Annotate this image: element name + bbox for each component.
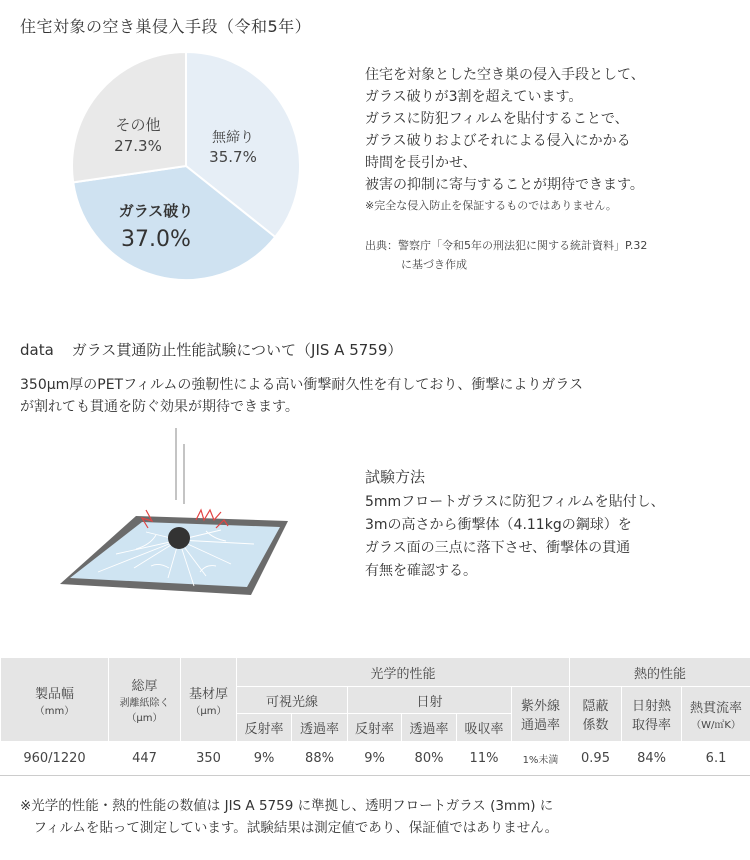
desc-line: ガラス破りが3割を超えています。 [365,89,583,105]
th-solar-transmit: 透過率 [402,714,457,742]
th-shield [570,687,622,742]
pie-label-unlocked: 無締り [212,130,254,146]
th-uv-line: 通過率 [521,718,561,733]
cell-solar-transmit: 80% [402,742,457,776]
th-base-label: 基材厚 [188,686,228,702]
steel-ball-icon [168,527,190,549]
cell-visible-transmit: 88% [292,742,348,776]
spec-table [0,657,750,776]
th-uv-line: 紫外線 [521,699,561,714]
th-solar-reflect: 反射率 [348,714,402,742]
section-heading [20,339,402,360]
cell-heat: 6.1 [682,742,750,776]
cell-shield: 0.95 [570,742,622,776]
footer-line: ※光学的性能・熱的性能の数値は JIS A 5759 に準拠し、透明フロートガラス (3mm) に [20,798,554,814]
pie-value-unlocked: 35.7% [209,148,257,166]
cell-thickness: 447 [109,742,181,776]
th-base-unit: （μm） [190,705,227,717]
th-width [1,658,109,742]
disclaimer-note: ※完全な侵入防止を保証するものではありません。 [365,199,617,212]
desc-line: ガラスに防犯フィルムを貼付することで、 [365,111,629,127]
th-width-label: 製品幅 [34,686,74,702]
th-visible-transmit: 透過率 [292,714,348,742]
footer-line: フィルムを貼って測定しています。試験結果は測定値であり、保証値ではありません。 [20,820,559,836]
th-heat [682,687,750,742]
pie-value-other: 27.3% [114,137,162,155]
desc-line: ガラス破りおよびそれによる侵入にかかる [365,133,631,149]
cell-solar-reflect: 9% [348,742,402,776]
th-optical: 光学的性能 [237,658,570,687]
method-line: ガラス面の三点に落下させ、衝撃体の貫通 [365,540,631,556]
desc-line: が割れても貫通を防ぐ効果が期待できます。 [20,399,299,415]
source-citation [365,236,647,274]
th-shield-line: 隠蔽 [582,699,609,714]
source-line: 出典：警察庁「令和5年の刑法犯に関する統計資料」P.32 [365,239,648,252]
method-title: 試験方法 [365,468,426,486]
th-heat-line: 熱貫流率 [690,701,743,716]
th-width-unit: （mm） [34,705,75,717]
th-base [181,658,237,742]
th-thickness-unit: （μm） [126,713,163,724]
th-solar: 日射 [348,687,512,714]
pie-value-glass-break: 37.0% [121,227,191,252]
cell-uv: 1%未満 [512,742,570,776]
cell-solar-absorb: 11% [457,742,512,776]
pie-title: 住宅対象の空き巣侵入手段（令和5年） [20,17,312,36]
test-description [20,374,740,418]
desc-line: 時間を長引かせ、 [365,155,477,171]
test-method [365,466,665,583]
cell-width: 960/1220 [1,742,109,776]
th-thickness-sub: 剥離紙除く [119,698,170,709]
method-line: 有無を確認する。 [365,563,477,579]
th-visible-reflect: 反射率 [237,714,292,742]
th-uv [512,687,570,742]
pie-label-glass-break: ガラス破り [118,202,194,220]
section-label: data [20,341,54,359]
th-solar-gain-line: 日射熱 [632,699,672,714]
method-line: 3mの高さから衝撃体（4.11kgの鋼球）を [365,517,632,533]
footer-note [20,795,735,839]
desc-line: 被害の抑制に寄与することが期待できます。 [365,177,644,193]
th-shield-line: 係数 [582,718,609,733]
method-line: 5mmフロートガラスに防犯フィルムを貼付し、 [365,494,665,510]
cell-visible-reflect: 9% [237,742,292,776]
desc-line: 350μm厚のPETフィルムの強靭性による高い衝撃耐久性を有しており、衝撃によりガラス [20,377,584,393]
th-thickness [109,658,181,742]
th-thickness-label: 総厚 [131,679,158,694]
th-solar-gain-line: 取得率 [632,718,672,733]
section-title: ガラス貫通防止性能試験について（JIS A 5759） [71,341,403,359]
cell-base: 350 [181,742,237,776]
th-solar-gain [622,687,682,742]
impact-test-illustration [56,428,316,600]
pie-label-other: その他 [115,116,161,134]
th-thermal: 熱的性能 [570,658,750,687]
cell-solar-gain: 84% [622,742,682,776]
pie-chart [18,40,308,300]
th-heat-unit: （W/㎡K） [691,720,741,731]
th-visible: 可視光線 [237,687,348,714]
th-solar-absorb: 吸収率 [457,714,512,742]
source-line: に基づき作成 [401,258,467,271]
table-row [1,742,750,776]
desc-line: 住宅を対象とした空き巣の侵入手段として、 [365,67,645,83]
pie-description [365,64,745,216]
